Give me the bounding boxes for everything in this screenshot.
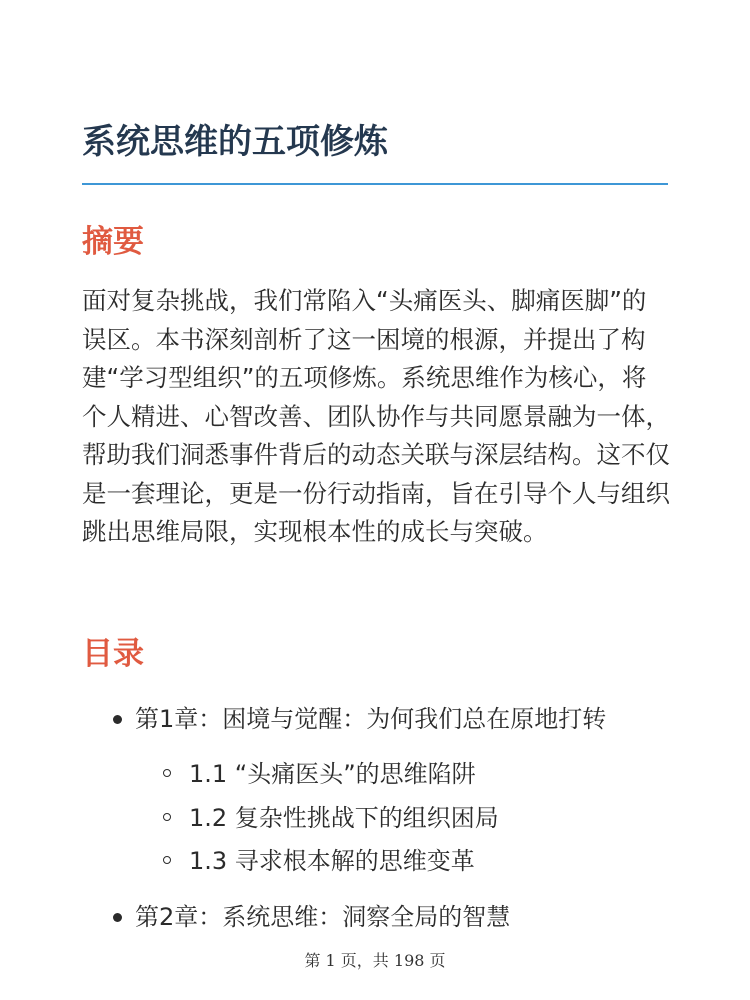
- toc-chapter-label: 第1章：困境与觉醒：为何我们总在原地打转: [135, 705, 607, 733]
- toc-section-label: 1.1 “头痛医头”的思维陷阱: [189, 760, 476, 788]
- toc-section-label: 1.2 复杂性挑战下的组织困局: [189, 804, 499, 832]
- filled-bullet-icon: [113, 715, 122, 724]
- hollow-bullet-icon: [163, 769, 171, 777]
- filled-bullet-icon: [113, 913, 122, 922]
- hollow-bullet-icon: [163, 813, 171, 821]
- toc-heading: 目录: [82, 636, 144, 672]
- abstract-paragraph: 面对复杂挑战，我们常陷入“头痛医头、脚痛医脚”的误区。本书深刻剖析了这一困境的根源，并提出了构建“学习型组织”的五项修炼。系统思维作为核心，将个人精进、心智改善、团队协作与共同愿景融为一体，帮助我们洞悉事件背后的动态关联与深层结构。这不仅是一套理论，更是一份行动指南，旨在引导个人与组织跳出思维局限，实现根本性的成长与突破。: [82, 286, 670, 546]
- title-divider: [82, 183, 668, 185]
- abstract-heading: 摘要: [82, 224, 144, 260]
- toc-chapter-label: 第2章：系统思维：洞察全局的智慧: [135, 903, 511, 931]
- document-title: 系统思维的五项修炼: [82, 122, 388, 162]
- page-number-footer: 第 1 页，共 198 页: [304, 951, 446, 970]
- hollow-bullet-icon: [163, 856, 171, 864]
- toc-section-label: 1.3 寻求根本解的思维变革: [189, 847, 475, 875]
